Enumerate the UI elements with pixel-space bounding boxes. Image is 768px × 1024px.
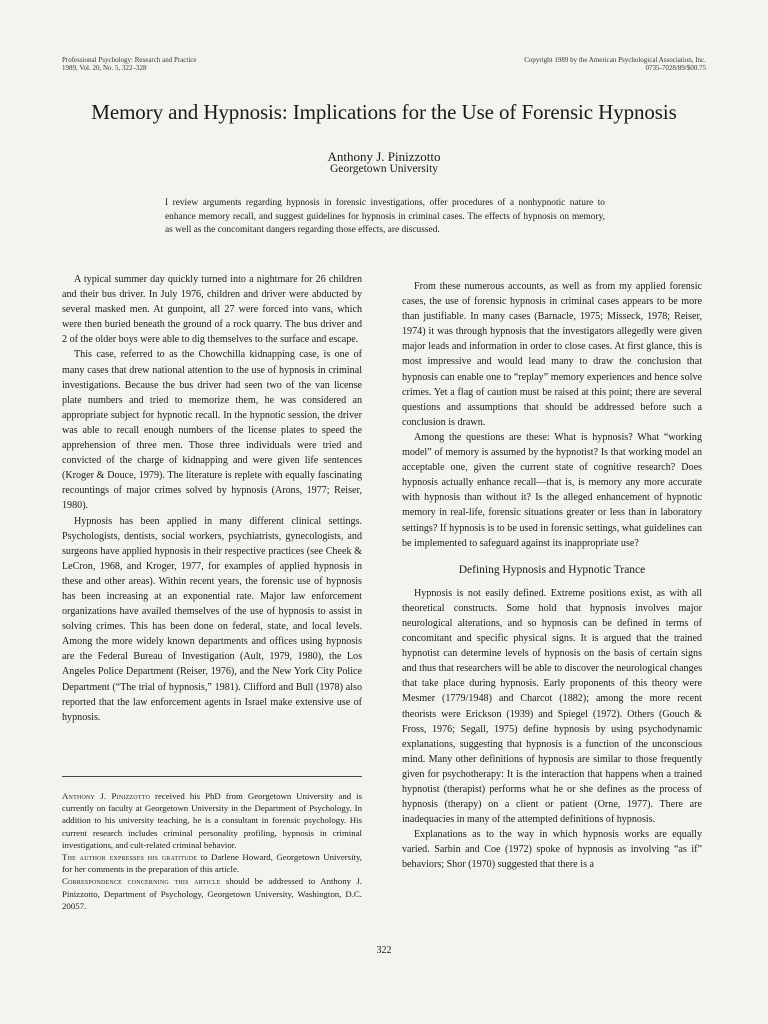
correspondence-lead: Correspondence concerning this article (62, 876, 221, 887)
issn-line: 0735-7028/89/$00.75 (645, 64, 706, 72)
acknowledgment-lead: The author expresses his gratitude (62, 852, 198, 863)
journal-citation (62, 56, 197, 72)
author-affiliation: Georgetown University (329, 163, 439, 175)
right-column (402, 279, 702, 873)
body-paragraph: From these numerous accounts, as well as from my applied forensic cases, the use of forensic hypnosis in criminal cases appears to be more than justifiable. In many cases (Barnacle, 1975; Misseck, 1978; Reiser, 1974) it was through hypnosis that the investigators allegedly were given major leads and information in order to close cases. At first glance, this is most impressive and would lead many to draw the conclusion that hypnosis can enable one to “replay” memory experiences and hence solve crimes. Yet a flag of caution must be raised at this point; there are several questions and assumptions that should be addressed before such a conclusion is drawn. (402, 281, 702, 428)
author-note-lead: Anthony J. Pinizzotto (62, 791, 150, 801)
article-title: Memory and Hypnosis: Implications for the Use of Forensic Hypnosis (91, 100, 677, 124)
correspondence-note (62, 875, 362, 912)
body-paragraph: Hypnosis is not easily defined. Extreme positions exist, as with all theoretical constructs. Some hold that hypnosis involves major neurological alterations, and so hypnosis can be defined in terms of concomitant and specific physical signs. It is argued that the trained hypnotist can determine levels of hypnosis on the basis of certain signs and thus that researchers will be able to discover the neurological changes that take place during hypnosis. Early proponents of this theory were Mesmer (1779/1948) and Charcot (1882); among the more recent theorists were Erickson (1939) and Spiegel (1972). Others (Gouch & Fross, 1976; Segall, 1975) define hypnosis by using psychodynamic explanations, suggesting that hypnosis is a function of the unconscious mind. Many other definitions of hypnosis are similar to those frequently given for psychotherapy: It is the interaction that happens when a trained hypnotist (therapist) performs what he or she defines as the process of hypnosis (therapy) on a client or patient (Orne, 1977). There are inadequacies in many of the attempted definitions of hypnosis. (402, 587, 702, 826)
body-paragraph: Explanations as to the way in which hypnosis works are equally varied. Sarbin and Coe (1972) spoke of hypnosis as involving “as if” behaviors; Shor (1970) suggested that there is a (402, 829, 702, 871)
author-note-text: received his PhD from Georgetown University and is currently on faculty at Georgetown University in the Department of Psychology. In addition to his university teaching, he is a consultant in forensic psychology. His current research includes criminal personality profiling, hypnosis in criminal investigations, and cult-related criminal behavior. (62, 791, 363, 850)
body-paragraph: This case, referred to as the Chowchilla kidnapping case, is one of many cases that drew national attention to the use of hypnosis in criminal investigations. Because the bus driver had seen two of the van license plate numbers and tried to memorize them, he was considered an appropriate subject for hypnotic recall. In the hypnotic session, the driver was able to recall enough numbers of the license plates to speed the apprehension of three men. Those three individuals were tried and convicted of the charge of kidnapping and were given life sentences (Kroger & Douce, 1979). The literature is replete with equally fascinating recountings of major crimes solved by hypnosis (Arons, 1977; Reiser, 1980). (62, 349, 362, 512)
left-column (62, 272, 362, 725)
footnote-divider (62, 776, 362, 777)
journal-volume: 1989, Vol. 20, No. 5, 322–328 (62, 64, 147, 72)
body-paragraph: Among the questions are these: What is hypnosis? What “working model” of memory is assumed by the hypnotist? Is that working model an acceptable one, given the current state of cognitive research? Does hypnosis actually enhance recall—that is, is memory any more accurate with hypnosis than without it? Is the alleged enhancement of hypnotic memory in real-life, forensic situations greater or less than in laboratory settings? If hypnosis is to be used in forensic settings, what guidelines can be implemented to safeguard against its inappropriate use? (402, 431, 702, 549)
copyright-notice (524, 56, 706, 72)
acknowledgment-note (62, 851, 362, 875)
copyright-line: Copyright 1989 by the American Psychological Association, Inc. (524, 56, 706, 64)
author-name: Anthony J. Pinizzotto (327, 149, 441, 164)
acknowledgment-text: to Darlene Howard, Georgetown University, for her comments in the preparation of this article. (62, 852, 362, 875)
author-note (62, 790, 362, 851)
section-heading: Defining Hypnosis and Hypnotic Trance (458, 563, 646, 576)
abstract: I review arguments regarding hypnosis in forensic investigations, offer procedures of a nonhypnotic nature to enhance memory recall, and suggest guidelines for hypnosis in criminal cases. The effects of hypnosis on memory, as well as the concomitant dangers regarding those effects, are discussed. (165, 198, 605, 235)
body-paragraph: Hypnosis has been applied in many different clinical settings. Psychologists, dentists, social workers, psychiatrists, gynecologists, and surgeons have applied hypnosis in their respective practices (see Cheek & LeCron, 1968, and Kroger, 1977, for examples of applied hypnosis in these and other areas). Within recent years, the forensic use of hypnosis has been increasing at an exponential rate. Major law enforcement organizations have availed themselves of the use of hypnosis to assist in solving crimes. This has been done on federal, state, and local levels. Among the more widely known departments and offices using hypnosis are the Federal Bureau of Investigation (Ault, 1979, 1980), the Los Angeles Police Department (Reiser, 1976), and the New York City Police Department (“The trial of hypnosis,” 1981). Clifford and Bull (1978) also reported that the law enforcement agents in Israel make extensive use of hypnosis. (62, 515, 362, 723)
correspondence-text: should be addressed to Anthony J. Pinizzotto, Department of Psychology, Georgetown University, Washington, D.C. 20057. (62, 876, 362, 911)
footnotes (62, 790, 362, 912)
body-paragraph: A typical summer day quickly turned into a nightmare for 26 children and their bus driver. In July 1976, children and driver were abducted by several masked men. At gunpoint, all 27 were forced into vans, which were then buried beneath the ground of a rock quarry. The bus driver and 2 of the older boys were able to dig themselves to the surface and escape. (62, 274, 362, 346)
journal-name: Professional Psychology: Research and Practice (62, 56, 197, 64)
page-number: 322 (376, 945, 392, 956)
